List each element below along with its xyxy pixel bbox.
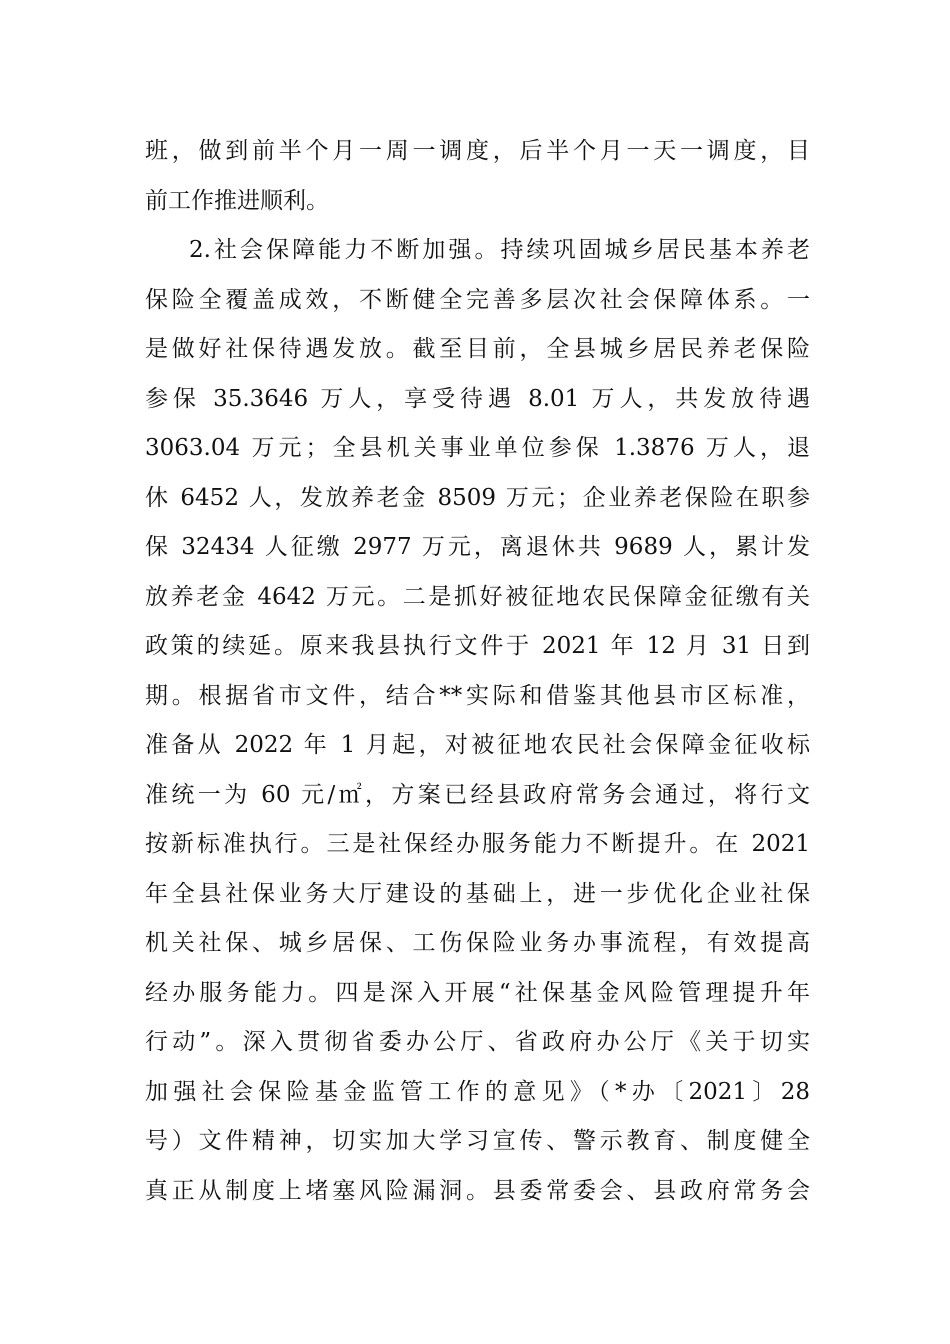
text-line: 休 6452 人，发放养老金 8509 万元；企业养老保险在职参 bbox=[145, 484, 810, 511]
text-line: 行动”。深入贯彻省委办公厅、省政府办公厅《关于切实 bbox=[145, 1029, 810, 1055]
text-line: 保 32434 人征缴 2977 万元，离退休共 9689 人，累计发 bbox=[145, 534, 810, 560]
text-line: 班，做到前半个月一周一调度，后半个月一天一调度，目 bbox=[145, 138, 810, 164]
text-line: 经办服务能力。四是深入开展“社保基金风险管理提升年 bbox=[145, 979, 810, 1006]
text-line: 准统一为 60 元/㎡，方案已经县政府常务会通过，将行文 bbox=[145, 781, 810, 808]
text-line: 政策的续延。原来我县执行文件于 2021 年 12 月 31 日到 bbox=[145, 633, 810, 659]
text-line: 保险全覆盖成效，不断健全完善多层次社会保障体系。一 bbox=[145, 286, 810, 313]
text-line: 准备从 2022 年 1 月起，对被征地农民社会保障金征收标 bbox=[145, 732, 810, 758]
text-line: 参保 35.3646 万人，享受待遇 8.01 万人，共发放待遇 bbox=[145, 385, 810, 412]
text-line: 加强社会保险基金监管工作的意见》（*办〔2021〕28 bbox=[145, 1078, 810, 1105]
text-line: 按新标准执行。三是社保经办服务能力不断提升。在 2021 bbox=[145, 831, 810, 857]
paragraph-heading-line: 2.社会保障能力不断加强。持续巩固城乡居民基本养老 bbox=[189, 237, 810, 263]
document-body bbox=[145, 127, 810, 1216]
text-line: 期。根据省市文件，结合**实际和借鉴其他县市区标准， bbox=[145, 682, 810, 709]
text-line: 3063.04 万元；全县机关事业单位参保 1.3876 万人，退 bbox=[145, 435, 810, 461]
text-line: 号）文件精神，切实加大学习宣传、警示教育、制度健全 bbox=[145, 1128, 810, 1154]
text-line: 机关社保、城乡居保、工伤保险业务办事流程，有效提高 bbox=[145, 930, 810, 956]
text-line: 真正从制度上堵塞风险漏洞。县委常委会、县政府常务会 bbox=[145, 1177, 810, 1204]
text-line: 前工作推进顺利。 bbox=[145, 187, 329, 214]
text-line: 是做好社保待遇发放。截至目前，全县城乡居民养老保险 bbox=[145, 336, 810, 362]
text-line: 年全县社保业务大厅建设的基础上，进一步优化企业社保 bbox=[145, 880, 810, 907]
text-line: 放养老金 4642 万元。二是抓好被征地农民保障金征缴有关 bbox=[145, 583, 810, 610]
